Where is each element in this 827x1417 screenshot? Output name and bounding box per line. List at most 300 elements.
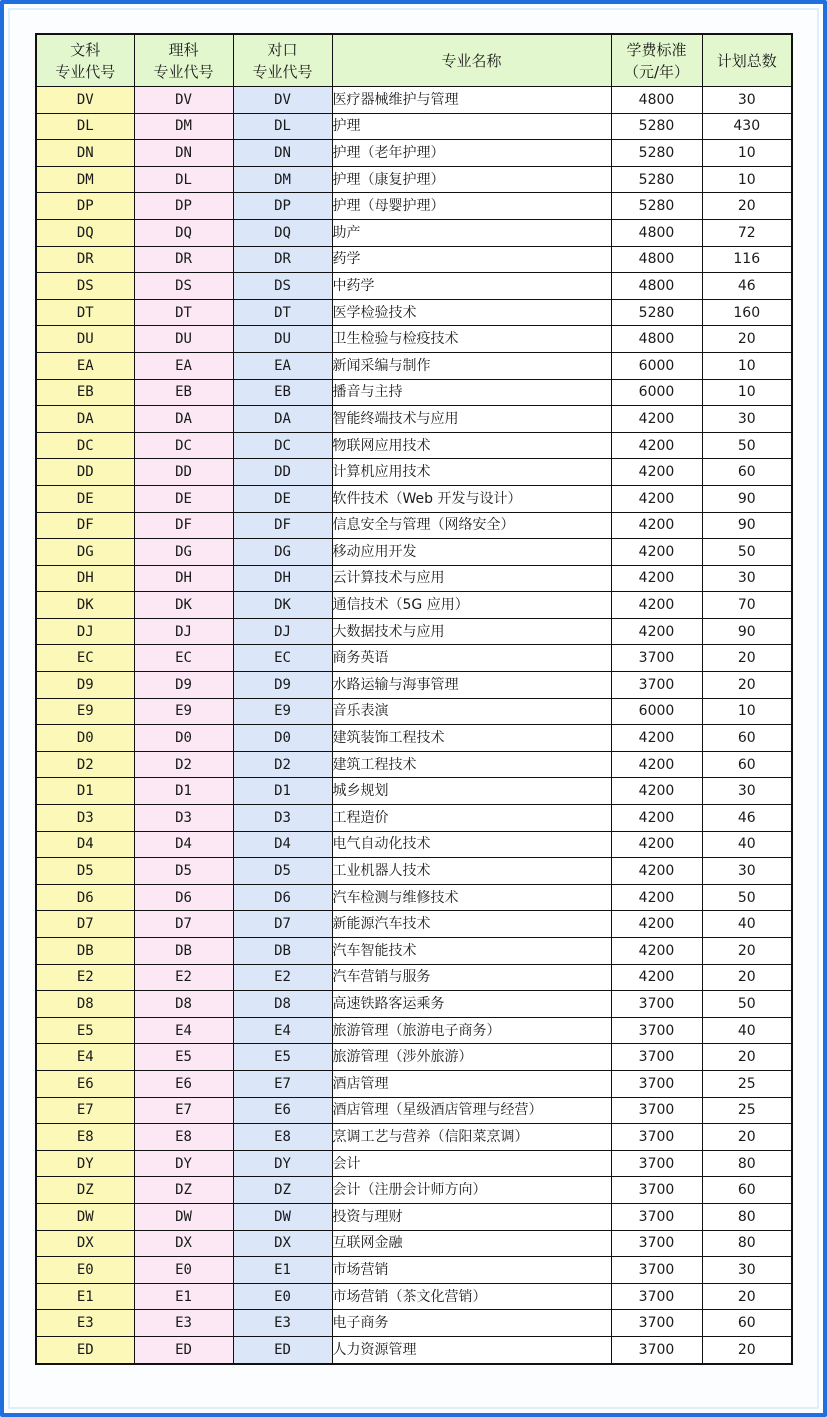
major-name-cell: 助产	[332, 219, 611, 246]
tuition-cell: 4200	[611, 805, 702, 832]
wen-code-cell: DA	[36, 406, 134, 433]
plan-total-cell: 25	[702, 1070, 792, 1097]
plan-total-cell: 90	[702, 485, 792, 512]
li-code-cell: DJ	[134, 618, 233, 645]
major-name-cell: 护理（老年护理）	[332, 140, 611, 167]
header-li-code	[134, 34, 233, 87]
major-name-cell: 酒店管理（星级酒店管理与经营）	[332, 1097, 611, 1124]
major-name-cell: 医疗器械维护与管理	[332, 87, 611, 114]
li-code-cell: D5	[134, 858, 233, 885]
wen-code-cell: DW	[36, 1203, 134, 1230]
header-li-line2: 专业代号	[153, 62, 214, 81]
dui-code-cell: D8	[233, 991, 332, 1018]
wen-code-cell: D7	[36, 911, 134, 938]
table-row	[36, 1150, 792, 1177]
plan-total-cell: 20	[702, 964, 792, 991]
major-name-cell: 护理（康复护理）	[332, 166, 611, 193]
wen-code-cell: E1	[36, 1283, 134, 1310]
tuition-cell: 3700	[611, 1336, 702, 1363]
header-tuition	[611, 34, 702, 87]
dui-code-cell: E7	[233, 1070, 332, 1097]
plan-total-cell: 10	[702, 379, 792, 406]
wen-code-cell: DZ	[36, 1177, 134, 1204]
major-name-cell: 汽车营销与服务	[332, 964, 611, 991]
plan-total-cell: 60	[702, 1310, 792, 1337]
wen-code-cell: D0	[36, 725, 134, 752]
tuition-cell: 4800	[611, 326, 702, 353]
wen-code-cell: DQ	[36, 219, 134, 246]
li-code-cell: DZ	[134, 1177, 233, 1204]
li-code-cell: DR	[134, 246, 233, 273]
tuition-cell: 3700	[611, 1310, 702, 1337]
li-code-cell: DE	[134, 485, 233, 512]
wen-code-cell: D8	[36, 991, 134, 1018]
wen-code-cell: D6	[36, 884, 134, 911]
dui-code-cell: EA	[233, 352, 332, 379]
plan-total-cell: 30	[702, 858, 792, 885]
plan-total-cell: 70	[702, 592, 792, 619]
dui-code-cell: DL	[233, 113, 332, 140]
li-code-cell: DM	[134, 113, 233, 140]
table-row	[36, 87, 792, 114]
wen-code-cell: DD	[36, 459, 134, 486]
major-name-cell: 移动应用开发	[332, 539, 611, 566]
table-row	[36, 831, 792, 858]
table-row	[36, 1097, 792, 1124]
major-name-cell: 市场营销	[332, 1257, 611, 1284]
dui-code-cell: DV	[233, 87, 332, 114]
dui-code-cell: DS	[233, 273, 332, 300]
wen-code-cell: E4	[36, 1044, 134, 1071]
tuition-cell: 3700	[611, 645, 702, 672]
wen-code-cell: DG	[36, 539, 134, 566]
major-name-cell: 卫生检验与检疫技术	[332, 326, 611, 353]
header-wen-line1: 文科	[70, 40, 101, 59]
plan-total-cell: 20	[702, 938, 792, 965]
major-name-cell: 信息安全与管理（网络安全）	[332, 512, 611, 539]
li-code-cell: ED	[134, 1336, 233, 1363]
li-code-cell: DS	[134, 273, 233, 300]
wen-code-cell: DH	[36, 565, 134, 592]
table-row	[36, 1070, 792, 1097]
li-code-cell: EC	[134, 645, 233, 672]
table-row	[36, 1017, 792, 1044]
table-row	[36, 672, 792, 699]
major-name-cell: 旅游管理（旅游电子商务）	[332, 1017, 611, 1044]
dui-code-cell: E8	[233, 1124, 332, 1151]
li-code-cell: DG	[134, 539, 233, 566]
major-name-cell: 医学检验技术	[332, 299, 611, 326]
tuition-cell: 3700	[611, 1070, 702, 1097]
plan-total-cell: 20	[702, 645, 792, 672]
table-row	[36, 592, 792, 619]
li-code-cell: DF	[134, 512, 233, 539]
table-row	[36, 1124, 792, 1151]
tuition-cell: 4200	[611, 565, 702, 592]
table-row	[36, 1203, 792, 1230]
plan-total-cell: 80	[702, 1203, 792, 1230]
li-code-cell: DV	[134, 87, 233, 114]
table-row	[36, 140, 792, 167]
major-name-cell: 烹调工艺与营养（信阳菜烹调）	[332, 1124, 611, 1151]
li-code-cell: D6	[134, 884, 233, 911]
plan-total-cell: 20	[702, 1124, 792, 1151]
header-row	[36, 34, 792, 87]
tuition-cell: 3700	[611, 1203, 702, 1230]
dui-code-cell: D5	[233, 858, 332, 885]
tuition-cell: 5280	[611, 299, 702, 326]
plan-total-cell: 50	[702, 432, 792, 459]
major-name-cell: 新能源汽车技术	[332, 911, 611, 938]
major-name-cell: 智能终端技术与应用	[332, 406, 611, 433]
dui-code-cell: E6	[233, 1097, 332, 1124]
table-row	[36, 326, 792, 353]
major-name-cell: 云计算技术与应用	[332, 565, 611, 592]
major-name-cell: 人力资源管理	[332, 1336, 611, 1363]
table-row	[36, 379, 792, 406]
wen-code-cell: DB	[36, 938, 134, 965]
li-code-cell: DX	[134, 1230, 233, 1257]
table-row	[36, 406, 792, 433]
major-name-cell: 护理	[332, 113, 611, 140]
table-row	[36, 565, 792, 592]
dui-code-cell: DC	[233, 432, 332, 459]
table-row	[36, 698, 792, 725]
plan-total-cell: 46	[702, 805, 792, 832]
li-code-cell: D0	[134, 725, 233, 752]
plan-total-cell: 10	[702, 166, 792, 193]
wen-code-cell: DF	[36, 512, 134, 539]
major-name-cell: 投资与理财	[332, 1203, 611, 1230]
table-row	[36, 246, 792, 273]
tuition-cell: 6000	[611, 352, 702, 379]
tuition-cell: 3700	[611, 1230, 702, 1257]
li-code-cell: E4	[134, 1017, 233, 1044]
major-name-cell: 通信技术（5G 应用）	[332, 592, 611, 619]
plan-total-cell: 20	[702, 193, 792, 220]
li-code-cell: E8	[134, 1124, 233, 1151]
dui-code-cell: DR	[233, 246, 332, 273]
major-name-cell: 城乡规划	[332, 778, 611, 805]
table-row	[36, 991, 792, 1018]
table-row	[36, 113, 792, 140]
header-plan-total	[702, 34, 792, 87]
tuition-cell: 3700	[611, 1124, 702, 1151]
tuition-cell: 3700	[611, 1177, 702, 1204]
dui-code-cell: DX	[233, 1230, 332, 1257]
dui-code-cell: DH	[233, 565, 332, 592]
li-code-cell: D3	[134, 805, 233, 832]
li-code-cell: DH	[134, 565, 233, 592]
table-row	[36, 1044, 792, 1071]
major-name-cell: 旅游管理（涉外旅游）	[332, 1044, 611, 1071]
li-code-cell: E6	[134, 1070, 233, 1097]
li-code-cell: E9	[134, 698, 233, 725]
table-row	[36, 751, 792, 778]
dui-code-cell: DY	[233, 1150, 332, 1177]
table-row	[36, 1257, 792, 1284]
plan-total-cell: 50	[702, 539, 792, 566]
plan-total-cell: 72	[702, 219, 792, 246]
tuition-cell: 3700	[611, 1017, 702, 1044]
tuition-cell: 3700	[611, 1097, 702, 1124]
major-name-cell: 会计	[332, 1150, 611, 1177]
wen-code-cell: ED	[36, 1336, 134, 1363]
wen-code-cell: DX	[36, 1230, 134, 1257]
tuition-cell: 4800	[611, 219, 702, 246]
dui-code-cell: EB	[233, 379, 332, 406]
major-name-cell: 播音与主持	[332, 379, 611, 406]
dui-code-cell: D0	[233, 725, 332, 752]
wen-code-cell: E0	[36, 1257, 134, 1284]
wen-code-cell: D9	[36, 672, 134, 699]
tuition-cell: 4200	[611, 884, 702, 911]
header-dui-line1: 对口	[267, 40, 298, 59]
table-row	[36, 645, 792, 672]
plan-total-cell: 90	[702, 512, 792, 539]
li-code-cell: D7	[134, 911, 233, 938]
tuition-cell: 5280	[611, 140, 702, 167]
table-row	[36, 725, 792, 752]
li-code-cell: D2	[134, 751, 233, 778]
plan-total-cell: 20	[702, 1336, 792, 1363]
major-name-cell: 电气自动化技术	[332, 831, 611, 858]
table-row	[36, 193, 792, 220]
li-code-cell: E2	[134, 964, 233, 991]
table-row	[36, 352, 792, 379]
dui-code-cell: DW	[233, 1203, 332, 1230]
dui-code-cell: DB	[233, 938, 332, 965]
li-code-cell: E5	[134, 1044, 233, 1071]
li-code-cell: DD	[134, 459, 233, 486]
major-name-cell: 汽车智能技术	[332, 938, 611, 965]
plan-total-cell: 90	[702, 618, 792, 645]
dui-code-cell: DF	[233, 512, 332, 539]
wen-code-cell: E6	[36, 1070, 134, 1097]
tuition-cell: 4800	[611, 246, 702, 273]
tuition-cell: 4200	[611, 725, 702, 752]
table-row	[36, 485, 792, 512]
wen-code-cell: EC	[36, 645, 134, 672]
table-row	[36, 219, 792, 246]
major-name-cell: 建筑装饰工程技术	[332, 725, 611, 752]
plan-total-cell: 20	[702, 672, 792, 699]
plan-total-cell: 80	[702, 1230, 792, 1257]
major-name-cell: 工业机器人技术	[332, 858, 611, 885]
table-row	[36, 938, 792, 965]
wen-code-cell: DP	[36, 193, 134, 220]
wen-code-cell: DJ	[36, 618, 134, 645]
wen-code-cell: D4	[36, 831, 134, 858]
major-name-cell: 新闻采编与制作	[332, 352, 611, 379]
header-name-line1: 专业名称	[441, 51, 502, 70]
header-li-line1: 理科	[168, 40, 199, 59]
wen-code-cell: DL	[36, 113, 134, 140]
table-row	[36, 512, 792, 539]
table-row	[36, 911, 792, 938]
table-row	[36, 778, 792, 805]
li-code-cell: DW	[134, 1203, 233, 1230]
major-name-cell: 高速铁路客运乘务	[332, 991, 611, 1018]
major-name-cell: 汽车检测与维修技术	[332, 884, 611, 911]
plan-total-cell: 116	[702, 246, 792, 273]
table-row	[36, 459, 792, 486]
wen-code-cell: DR	[36, 246, 134, 273]
dui-code-cell: D4	[233, 831, 332, 858]
tuition-cell: 6000	[611, 698, 702, 725]
tuition-cell: 3700	[611, 991, 702, 1018]
wen-code-cell: D5	[36, 858, 134, 885]
wen-code-cell: E2	[36, 964, 134, 991]
tuition-cell: 4200	[611, 618, 702, 645]
dui-code-cell: DG	[233, 539, 332, 566]
dui-code-cell: ED	[233, 1336, 332, 1363]
li-code-cell: DQ	[134, 219, 233, 246]
tuition-cell: 3700	[611, 1257, 702, 1284]
major-name-cell: 物联网应用技术	[332, 432, 611, 459]
tuition-cell: 4200	[611, 858, 702, 885]
li-code-cell: E0	[134, 1257, 233, 1284]
dui-code-cell: DZ	[233, 1177, 332, 1204]
li-code-cell: DP	[134, 193, 233, 220]
tuition-cell: 4200	[611, 406, 702, 433]
major-name-cell: 计算机应用技术	[332, 459, 611, 486]
dui-code-cell: D1	[233, 778, 332, 805]
dui-code-cell: E9	[233, 698, 332, 725]
wen-code-cell: E3	[36, 1310, 134, 1337]
dui-code-cell: D6	[233, 884, 332, 911]
wen-code-cell: D1	[36, 778, 134, 805]
tuition-cell: 4200	[611, 911, 702, 938]
plan-total-cell: 60	[702, 459, 792, 486]
header-dui-line2: 专业代号	[252, 62, 313, 81]
major-name-cell: 电子商务	[332, 1310, 611, 1337]
wen-code-cell: DY	[36, 1150, 134, 1177]
dui-code-cell: DJ	[233, 618, 332, 645]
li-code-cell: D1	[134, 778, 233, 805]
plan-total-cell: 46	[702, 273, 792, 300]
major-name-cell: 药学	[332, 246, 611, 273]
plan-total-cell: 30	[702, 406, 792, 433]
dui-code-cell: E0	[233, 1283, 332, 1310]
tuition-cell: 3700	[611, 672, 702, 699]
li-code-cell: DT	[134, 299, 233, 326]
tuition-cell: 3700	[611, 1150, 702, 1177]
dui-code-cell: D9	[233, 672, 332, 699]
li-code-cell: DN	[134, 140, 233, 167]
plan-total-cell: 25	[702, 1097, 792, 1124]
header-plan-line1: 计划总数	[716, 51, 777, 70]
tuition-cell: 5280	[611, 113, 702, 140]
li-code-cell: E1	[134, 1283, 233, 1310]
tuition-cell: 4800	[611, 87, 702, 114]
wen-code-cell: EB	[36, 379, 134, 406]
major-name-cell: 互联网金融	[332, 1230, 611, 1257]
li-code-cell: EB	[134, 379, 233, 406]
plan-total-cell: 40	[702, 1017, 792, 1044]
plan-total-cell: 40	[702, 831, 792, 858]
li-code-cell: DA	[134, 406, 233, 433]
table-row	[36, 1283, 792, 1310]
wen-code-cell: DV	[36, 87, 134, 114]
li-code-cell: E7	[134, 1097, 233, 1124]
wen-code-cell: E5	[36, 1017, 134, 1044]
plan-total-cell: 20	[702, 1044, 792, 1071]
major-name-cell: 市场营销（茶文化营销）	[332, 1283, 611, 1310]
dui-code-cell: DA	[233, 406, 332, 433]
dui-code-cell: D2	[233, 751, 332, 778]
li-code-cell: DL	[134, 166, 233, 193]
major-name-cell: 会计（注册会计师方向）	[332, 1177, 611, 1204]
li-code-cell: DY	[134, 1150, 233, 1177]
dui-code-cell: E2	[233, 964, 332, 991]
header-wen-line2: 专业代号	[55, 62, 116, 81]
tuition-cell: 3700	[611, 1283, 702, 1310]
tuition-cell: 4200	[611, 432, 702, 459]
li-code-cell: E3	[134, 1310, 233, 1337]
table-row	[36, 273, 792, 300]
plan-total-cell: 20	[702, 1283, 792, 1310]
plan-total-cell: 10	[702, 698, 792, 725]
wen-code-cell: DC	[36, 432, 134, 459]
li-code-cell: D8	[134, 991, 233, 1018]
wen-code-cell: DS	[36, 273, 134, 300]
dui-code-cell: E3	[233, 1310, 332, 1337]
tuition-cell: 5280	[611, 166, 702, 193]
plan-total-cell: 40	[702, 911, 792, 938]
dui-code-cell: DE	[233, 485, 332, 512]
dui-code-cell: DQ	[233, 219, 332, 246]
li-code-cell: DC	[134, 432, 233, 459]
table-row	[36, 884, 792, 911]
tuition-cell: 4200	[611, 459, 702, 486]
dui-code-cell: E5	[233, 1044, 332, 1071]
wen-code-cell: EA	[36, 352, 134, 379]
major-name-cell: 软件技术（Web 开发与设计）	[332, 485, 611, 512]
li-code-cell: DU	[134, 326, 233, 353]
header-fee-line1: 学费标准	[626, 40, 687, 59]
major-name-cell: 建筑工程技术	[332, 751, 611, 778]
table-row	[36, 964, 792, 991]
header-fee-line2: （元/年）	[623, 62, 690, 81]
tuition-cell: 4200	[611, 485, 702, 512]
table-row	[36, 1310, 792, 1337]
plan-total-cell: 430	[702, 113, 792, 140]
table-row	[36, 618, 792, 645]
plan-total-cell: 50	[702, 991, 792, 1018]
plan-total-cell: 160	[702, 299, 792, 326]
majors-table	[35, 33, 793, 1365]
dui-code-cell: DP	[233, 193, 332, 220]
wen-code-cell: D2	[36, 751, 134, 778]
plan-total-cell: 60	[702, 725, 792, 752]
wen-code-cell: E9	[36, 698, 134, 725]
wen-code-cell: DK	[36, 592, 134, 619]
li-code-cell: DB	[134, 938, 233, 965]
li-code-cell: EA	[134, 352, 233, 379]
wen-code-cell: DM	[36, 166, 134, 193]
tuition-cell: 3700	[611, 1044, 702, 1071]
tuition-cell: 5280	[611, 193, 702, 220]
plan-total-cell: 20	[702, 326, 792, 353]
tuition-cell: 4200	[611, 751, 702, 778]
table-row	[36, 805, 792, 832]
tuition-cell: 6000	[611, 379, 702, 406]
plan-total-cell: 30	[702, 778, 792, 805]
dui-code-cell: D7	[233, 911, 332, 938]
li-code-cell: D4	[134, 831, 233, 858]
tuition-cell: 4800	[611, 273, 702, 300]
